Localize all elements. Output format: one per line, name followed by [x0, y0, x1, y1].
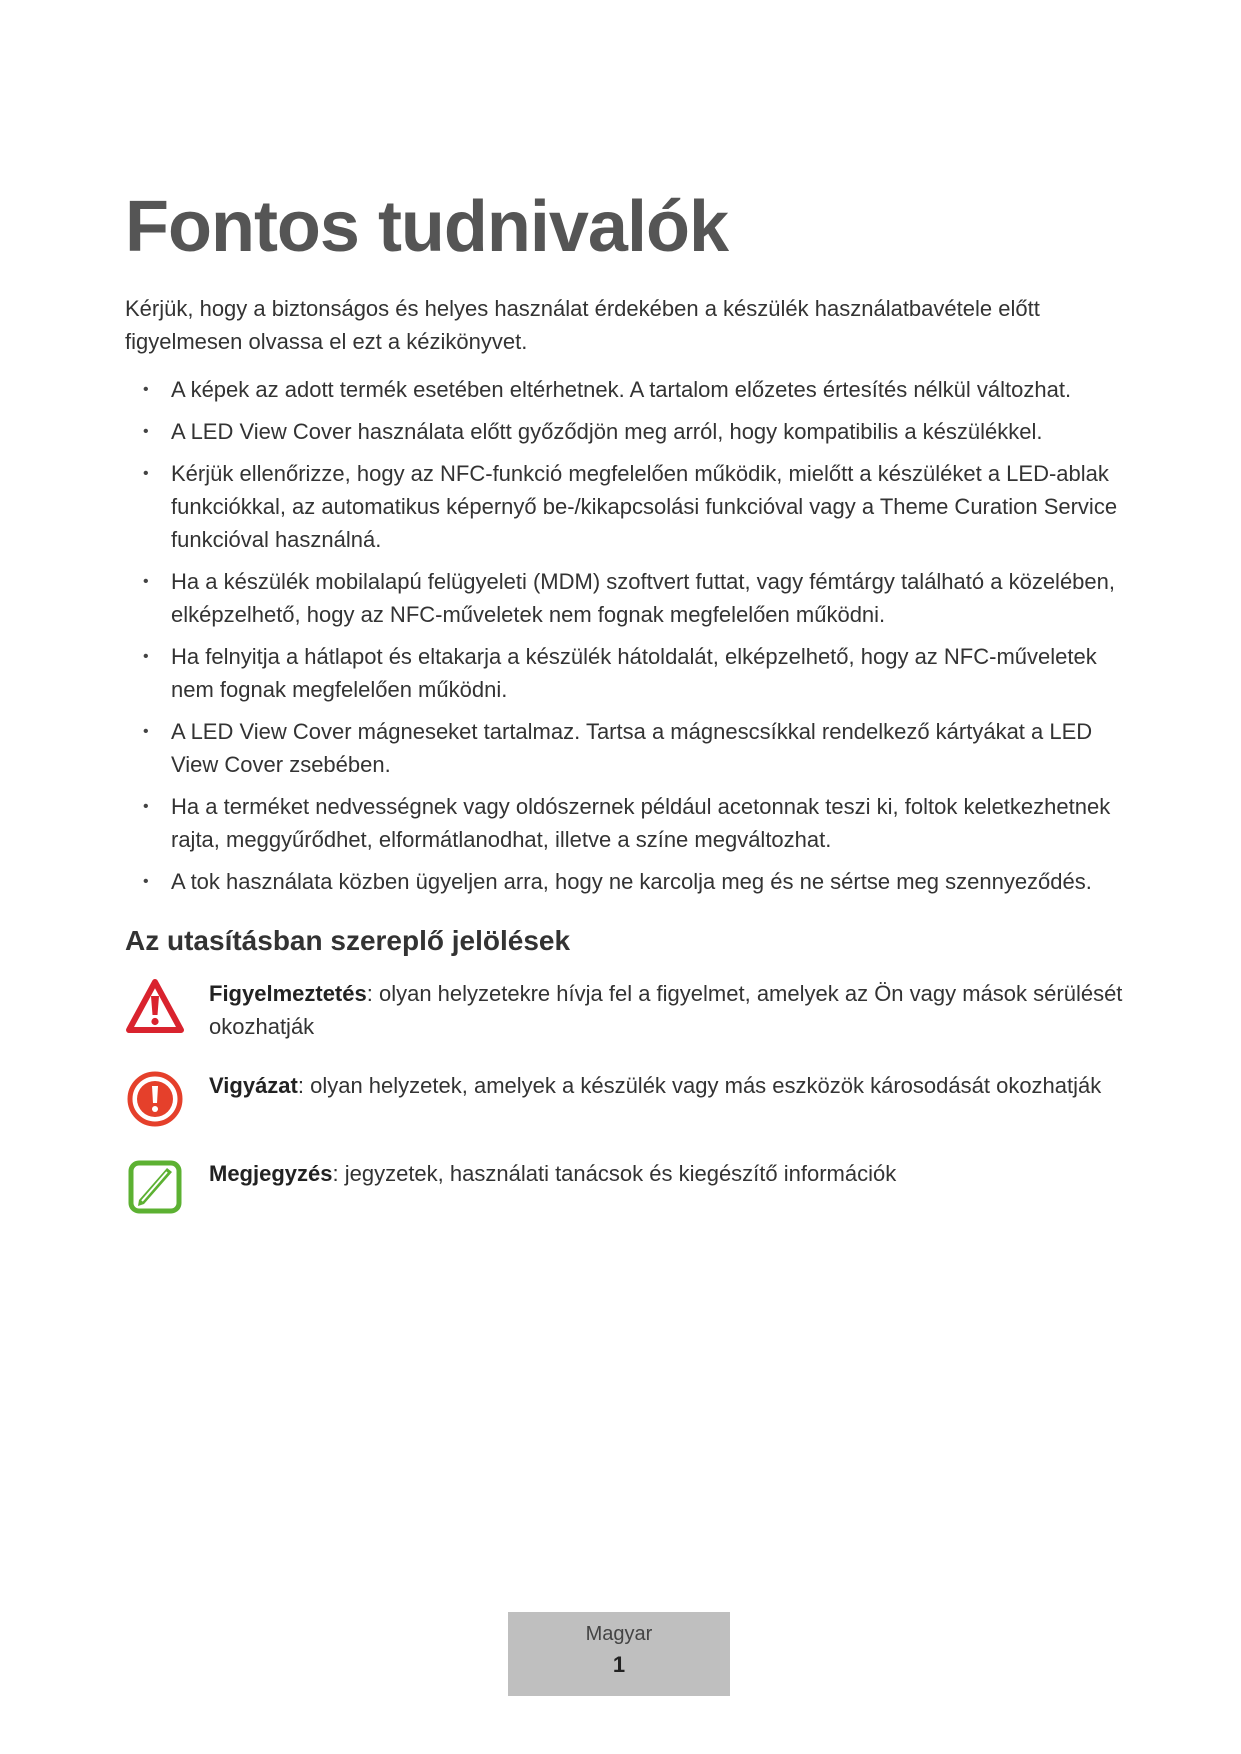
list-item: [125, 865, 1125, 898]
bullet-marker: •: [143, 381, 149, 398]
caution-notice: [125, 1069, 1125, 1129]
note-label: Megjegyzés: [209, 1161, 333, 1186]
warning-text: [209, 977, 1125, 1043]
bullet-marker: •: [143, 723, 149, 740]
bullet-marker: •: [143, 648, 149, 665]
note-description: : jegyzetek, használati tanácsok és kiegészítő információk: [332, 1161, 897, 1186]
note-text: [209, 1157, 1125, 1190]
page-number: 1: [612, 1652, 626, 1677]
bullet-marker: •: [143, 798, 149, 815]
list-item: [125, 790, 1125, 856]
list-item: [125, 457, 1125, 556]
list-item-text: Kérjük ellenőrizze, hogy az NFC-funkció megfelelően működik, mielőtt a készüléket a LED-ablak funkciókkal, az automatikus képernyő be-/kikapcsolási funkcióval vagy a Theme Curation Service funkcióval használná.: [171, 461, 1118, 552]
note-pencil-icon: [125, 1157, 185, 1217]
list-item-text: Ha a terméket nedvességnek vagy oldószernek például acetonnak teszi ki, foltok keletkezhetnek rajta, meggyűrődhet, elformátlanodhat, illetve a színe megváltozhat.: [171, 794, 1111, 852]
list-item-text: A képek az adott termék esetében eltérhetnek. A tartalom előzetes értesítés nélkül változhat.: [171, 377, 1072, 402]
footer-language: Magyar: [585, 1623, 653, 1645]
list-item: [125, 415, 1125, 448]
caution-label: Vigyázat: [209, 1073, 298, 1098]
list-item-text: A LED View Cover használata előtt győződjön meg arról, hogy kompatibilis a készülékkel.: [171, 419, 1043, 444]
warning-description: : olyan helyzetekre hívja fel a figyelmet, amelyek az Ön vagy mások sérülését okozhatják: [209, 981, 1123, 1039]
list-item: [125, 565, 1125, 631]
caution-description: : olyan helyzetek, amelyek a készülék vagy más eszközök károsodását okozhatják: [297, 1073, 1102, 1098]
list-item: [125, 373, 1125, 406]
note-notice: [125, 1157, 1125, 1217]
bullet-marker: •: [143, 873, 149, 890]
list-item-text: Ha felnyitja a hátlapot és eltakarja a készülék hátoldalát, elképzelhető, hogy az NFC-műveletek nem fognak megfelelően működni.: [171, 644, 1097, 702]
page-title: Fontos tudnivalók: [125, 187, 728, 267]
list-item: [125, 715, 1125, 781]
section-heading: Az utasításban szereplő jelölések: [125, 925, 571, 956]
bullet-marker: •: [143, 573, 149, 590]
page-footer: [508, 1612, 730, 1696]
intro-paragraph: Kérjük, hogy a biztonságos és helyes használat érdekében a készülék használatbavétele előtt figyelmesen olvassa el ezt a kézikönyvet.: [125, 296, 1040, 354]
warning-triangle-icon: [125, 977, 185, 1037]
warning-label: Figyelmeztetés: [209, 981, 367, 1006]
warning-notice: [125, 977, 1125, 1043]
list-item-text: Ha a készülék mobilalapú felügyeleti (MDM) szoftvert futtat, vagy fémtárgy található a közelében, elképzelhető, hogy az NFC-műveletek nem fognak megfelelően működni.: [171, 569, 1116, 627]
notes-list: [125, 373, 1125, 907]
bullet-marker: •: [143, 423, 149, 440]
caution-text: [209, 1069, 1125, 1102]
list-item: [125, 640, 1125, 706]
bullet-marker: •: [143, 465, 149, 482]
caution-circle-icon: [125, 1069, 185, 1129]
list-item-text: A LED View Cover mágneseket tartalmaz. Tartsa a mágnescsíkkal rendelkező kártyákat a LED View Cover zsebében.: [171, 719, 1093, 777]
list-item-text: A tok használata közben ügyeljen arra, hogy ne karcolja meg és ne sértse meg szennyeződés.: [171, 869, 1092, 894]
